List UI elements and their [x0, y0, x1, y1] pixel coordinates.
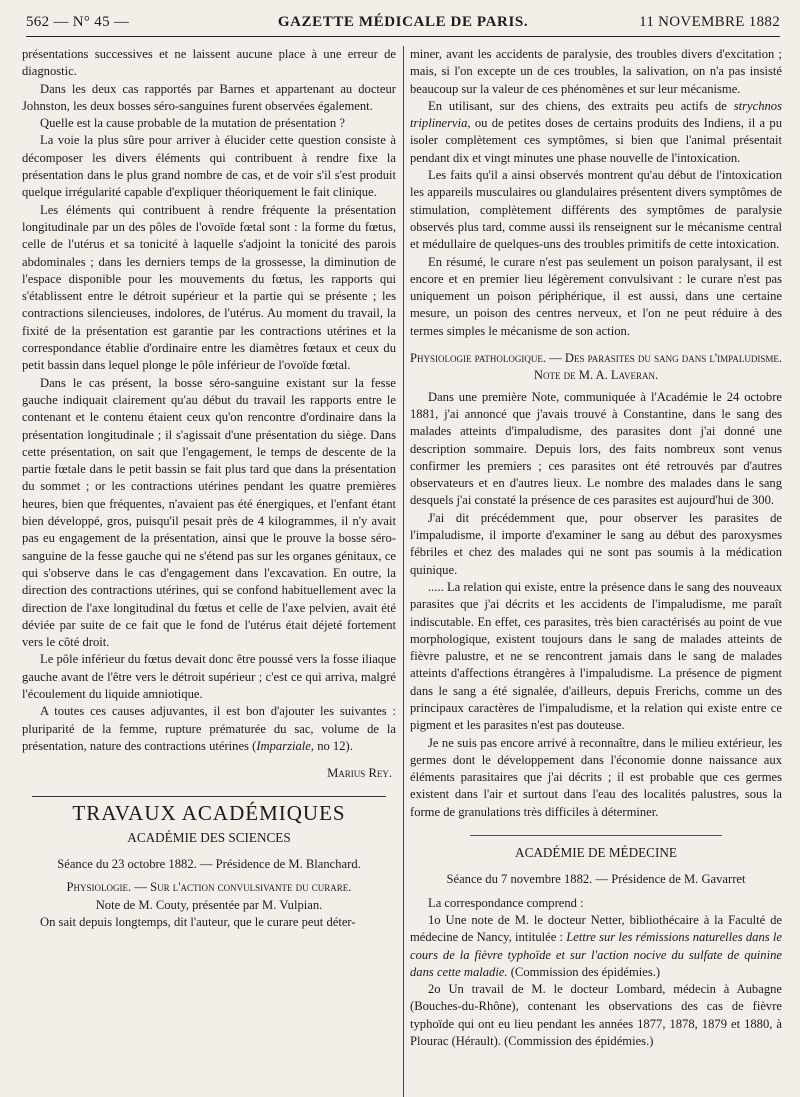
paragraph: ..... La relation qui existe, entre la présence dans le sang des nouveaux parasites que j'ai décrits et les accidents de l'impaludisme, me paraît indiscutable. En effet, ces parasites, très bien caractérisés au point de vue morphologique, existent toujours dans le sang de malades atteints de fièvre palustre, et ne se rencontrent jamais dans le sang de malades atteints d'affections étrangères à l'impaludisme. La présence de pigment dans le sang a été signalée, d'ailleurs, depuis Frerichs, comme un des principaux caractères de l'impaludisme, et la relation qui existe entre ce pigment et les parasites n'est pas douteuse.: [410, 579, 782, 733]
page-header: [26, 14, 780, 37]
academy-heading: ACADÉMIE DE MÉDECINE: [515, 845, 677, 861]
session-line: Séance du 23 octobre 1882. — Présidence de M. Blanchard.: [57, 857, 361, 872]
paragraph: Dans le cas présent, la bosse séro-sanguine existant sur la fesse gauche indiquait clairement qu'au début du travail les rapports entre le contenant et le contenu étaient ceux qu'on rencontre d'ordinaire dans la présentation longitudinale ; il s'agissait d'une présentation du siège. Dans cette présentation, on sait que l'engagement, le temps de descente de la partie fœtale dans le petit bassin se fait plus tard que dans la présentation du sommet ; or les contractions utérines pendant les quatre premières heures, bien que fréquentes, n'avaient pas été énergiques, et l'enfant étant bien développé, gros, puisqu'il pesait près de 4 kilogrammes, il n'y avait pas eu engagement de la présentation, ainsi que le prouve la bosse séro-sanguine de la fesse gauche qui ne s'étend pas sur les organes génitaux, ce qui s'observe dans le cas d'engagement dans l'excavation. En outre, la direction des contractions utérines, qui se confond habituellement avec la direction de l'axe longitudinal du fœtus et celle de l'axe pelvien, avait été déviée par suite de ce fait que le fond de l'utérus était déjeté fortement vers le côté droit.: [22, 375, 396, 650]
page-number: 562 — N° 45 —: [26, 14, 130, 30]
paragraph: Dans les deux cas rapportés par Barnes et appartenant au docteur Johnston, les deux bosses séro-sanguines furent observées également.: [22, 81, 396, 113]
species-name: strychnos triplinervia: [410, 98, 782, 131]
section-rule: [470, 835, 722, 836]
section-title: TRAVAUX ACADÉMIQUES: [72, 801, 346, 826]
session-line: Séance du 7 novembre 1882. — Présidence de M. Gavarret: [446, 872, 746, 887]
paragraph: Quelle est la cause probable de la mutation de présentation ?: [40, 116, 345, 131]
paragraph: Les éléments qui contribuent à rendre fréquente la présentation longitudinale par un des pôles de l'ovoïde fœtal sont : la forme du fœtus, celle de l'utérus et sa tonicité à laquelle s'adjoint la tonicité des parois abdominales ; dans les derniers temps de la grossesse, la diminution de l'espace disponible pour les mouvements du fœtus, les rapports qui s'établissent entre le détroit supérieur et la partie qui se présente ; les contractions silencieuses, indolores, de l'utérus. Au moment du travail, la fixité de la présentation est garantie par les contractions utérines et la correspondance établie d'ordinaire entre les diamètres fœtaux et ceux du petit bassin dans lequel plonge le pôle inférieur de l'ovoïde fœtal.: [22, 202, 396, 373]
paragraph: [22, 703, 396, 755]
list-item: [410, 912, 782, 981]
paragraph: En résumé, le curare n'est pas seulement un poison paralysant, il est encore et en premier lieu légèrement convulsivant : le curare n'est pas uniquement un poison périphérique, il est aussi, dans une certaine mesure, un poison des centres nerveux, et l'on ne peut réduire à des termes simples le mécanisme de son action.: [410, 254, 782, 338]
list-item: 2o Un travail de M. le docteur Lombard, médecin à Aubagne (Bouches-du-Rhône), contenant les observations des cas de fièvre typhoïde qui ont eu lieu pendant les années 1877, 1878, 1879 et 1880, à Plourac (Hérault). (Commission des épidémies.): [410, 982, 782, 1049]
article-heading: Physiologie. — Sur l'action convulsivante du curare.: [66, 880, 352, 895]
paragraph: Les faits qu'il a ainsi observés montrent qu'au début de l'intoxication les appareils musculaires ou glandulaires présentent divers symptômes de stimulation, complètement différents des symptômes de paralysie observés plus tard, comme aussi ils renseignent sur le mécanisme central et médullaire de quelques-uns des troubles primitifs de cette intoxication.: [410, 168, 782, 252]
paragraph: La voie la plus sûre pour arriver à élucider cette question consiste à décomposer les divers éléments qui contribuent à rendre fixe la présentation dans le plus grand nombre de cas, et de voir s'il s'est produit quelque irrégularité capable d'expliquer théoriquement le fait clinique.: [22, 133, 396, 200]
paragraph: Le pôle inférieur du fœtus devait donc être poussé vers la fosse iliaque gauche avant de l'être vers le détroit supérieur ; c'est ce qui arriva, malgré l'écoulement du liquide amniotique.: [22, 652, 396, 701]
author-signature: Marius Rey.: [327, 766, 392, 781]
text-run: A toutes ces causes adjuvantes, il est bon d'ajouter les suivantes : pluriparité de la femme, rupture prématurée du sac, volume de la présentation, nature des contractions utérines (: [22, 704, 396, 753]
paragraph: On sait depuis longtemps, dit l'auteur, que le curare peut déter-: [40, 914, 356, 929]
paragraph: La correspondance comprend :: [428, 895, 584, 910]
paragraph: miner, avant les accidents de paralysie, des troubles divers d'excitation ; mais, si l'on excepte un de ces troubles, la salivation, on n'a pas insisté beaucoup sur la valeur de ces phénomènes et sur leur mécanisme.: [410, 47, 782, 96]
right-column: [410, 46, 782, 1097]
paragraph: [410, 98, 782, 167]
column-divider: [403, 46, 404, 1097]
text-run: En utilisant, sur des chiens, des extraits peu actifs de: [428, 98, 734, 113]
paragraph: Je ne suis pas encore arrivé à reconnaître, dans le milieu extérieur, les germes dont le développement dans l'économie donne naissance aux éléments parasitaires que j'ai décrits ; il est probable que ces germes existent dans l'air et surtout dans l'eau des localités palustres, sous la forme de granulations très difficiles à déterminer.: [410, 735, 782, 819]
issue-date: 11 NOVEMBRE 1882: [639, 14, 780, 30]
section-rule: [32, 796, 386, 797]
paragraph: Dans une première Note, communiquée à l'Académie le 24 octobre 1881, j'ai annoncé que j'avais trouvé à Constantine, dans le sang des malades atteints d'impaludisme, des parasites dont j'ai donné une description sommaire. Depuis lors, des faits nombreux sont venus confirmer les premiers ; ces parasites ont été retrouvés par d'autres observateurs et en d'autres lieux. Le nombre des malades dans le sang desquels j'ai constaté la présence de ces parasites est aujourd'hui de 300.: [410, 389, 782, 508]
journal-reference: Imparziale: [256, 738, 311, 753]
article-note: Note de M. Couty, présentée par M. Vulpian.: [95, 897, 323, 912]
text-run: (Commission des épidémies.): [507, 964, 661, 979]
journal-title: GAZETTE MÉDICALE DE PARIS.: [277, 14, 529, 30]
text-run: , ou de petites doses de certains produits des Indiens, il a pu isoler complètement ces symptômes, si bien que l'animal présentait pendant dix et vingt minutes une phase nouvelle de l'intoxication.: [410, 116, 782, 165]
text-run: , no 12).: [310, 738, 353, 753]
article-heading: Physiologie pathologique. — Des parasites du sang dans l'impaludisme. Note de M. A. Laveran.: [410, 351, 782, 383]
note-title: Lettre sur les rémissions naturelles dans le cours de la fièvre typhoïde et sur l'action nocive du sulfate de quinine dans cette maladie.: [410, 930, 782, 979]
paragraph: J'ai dit précédemment que, pour observer les parasites de l'impaludisme, il importe d'examiner le sang au début des paroxysmes fébriles et chez des malades qui ne sont pas soumis à la médication quinique.: [410, 510, 782, 577]
text-run: 1o Une note de M. le docteur Netter, bibliothécaire à la Faculté de médecine de Nancy, intitulée :: [410, 912, 782, 945]
paragraph: présentations successives et ne laissent aucune place à une erreur de diagnostic.: [22, 47, 396, 79]
left-column: [22, 46, 396, 1097]
academy-heading: ACADÉMIE DES SCIENCES: [127, 829, 291, 845]
